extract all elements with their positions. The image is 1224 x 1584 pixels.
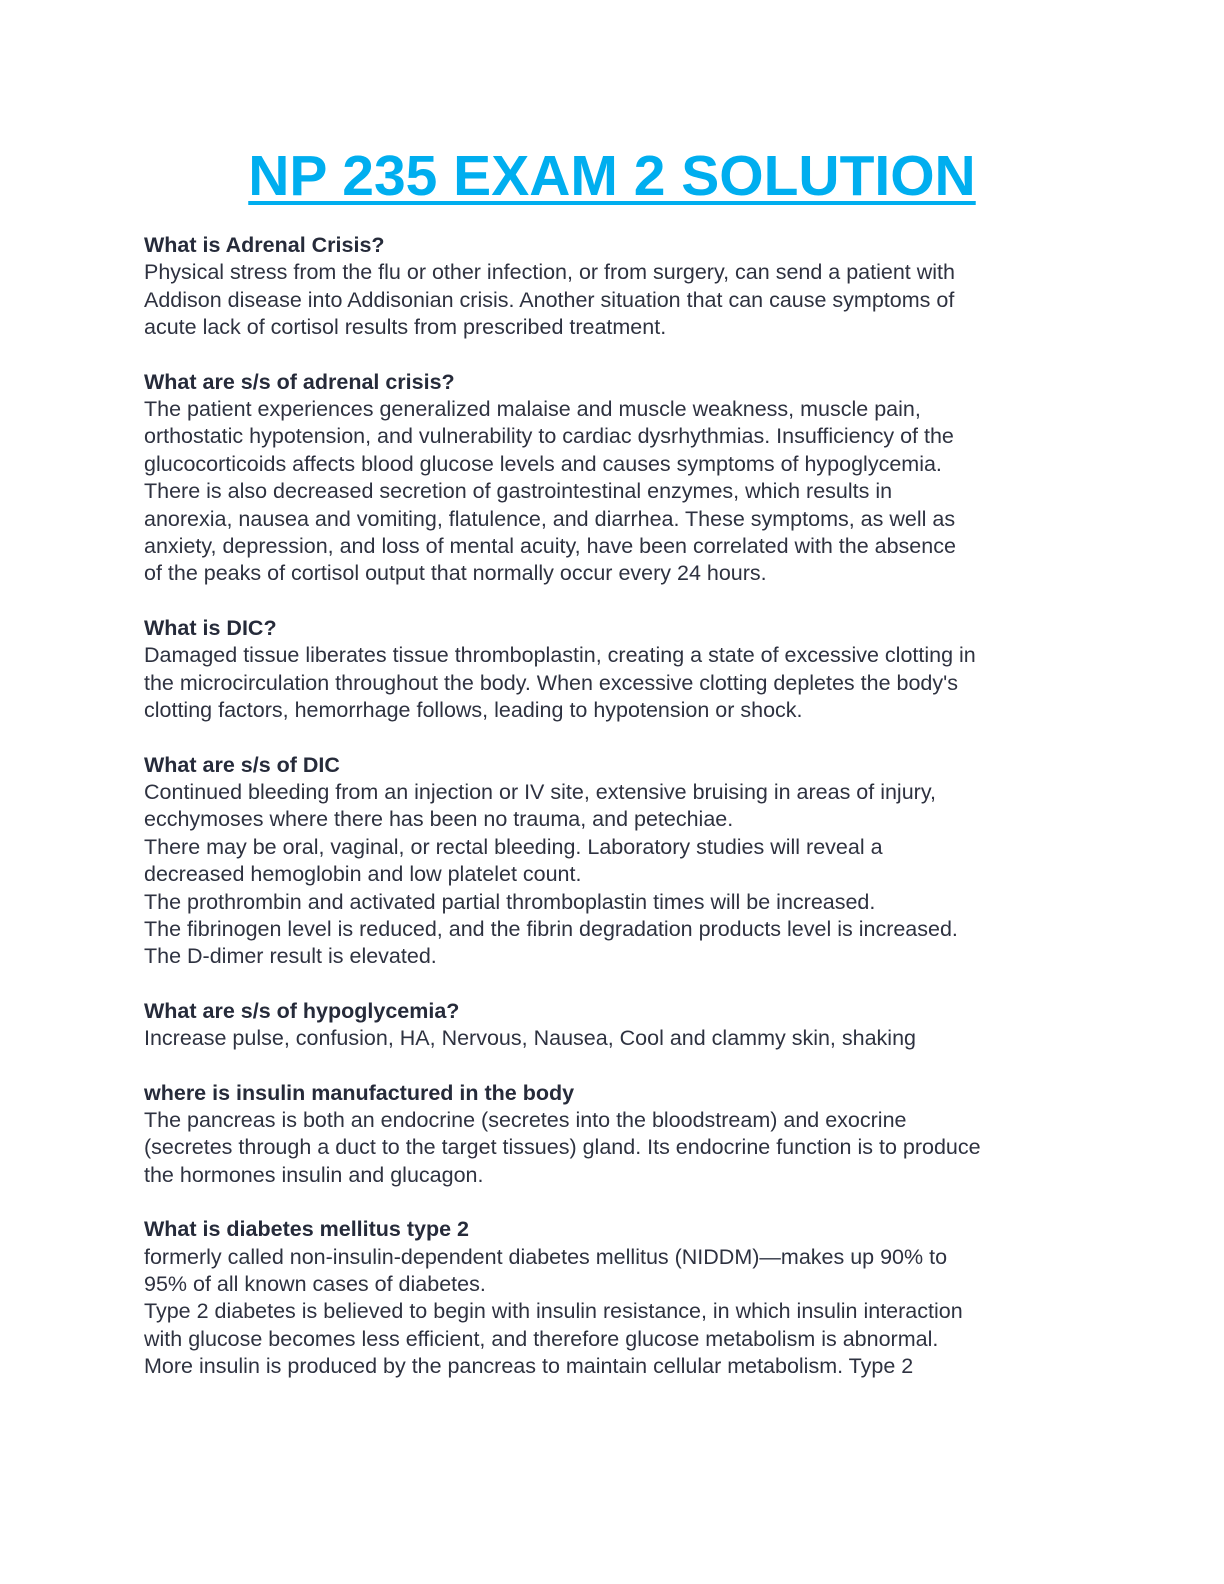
document-body (144, 232, 1084, 1408)
answer-line: of the peaks of cortisol output that normally occur every 24 hours. (144, 561, 767, 586)
answer-line: orthostatic hypotension, and vulnerability to cardiac dysrhythmias. Insufficiency of the (144, 424, 954, 449)
answer-line: There is also decreased secretion of gastrointestinal enzymes, which results in (144, 479, 893, 504)
answer-line: More insulin is produced by the pancreas to maintain cellular metabolism. Type 2 (144, 1354, 914, 1379)
question-heading: What are s/s of hypoglycemia? (144, 998, 460, 1023)
qa-section-adrenal-crisis-symptoms (144, 369, 1084, 588)
answer-line: There may be oral, vaginal, or rectal bleeding. Laboratory studies will reveal a (144, 834, 883, 859)
qa-section-hypoglycemia-symptoms (144, 998, 1084, 1053)
answer-line: The patient experiences generalized malaise and muscle weakness, muscle pain, (144, 397, 921, 422)
qa-section-dic (144, 615, 1084, 725)
answer-line: The D-dimer result is elevated. (144, 944, 437, 969)
answer-line: Damaged tissue liberates tissue thromboplastin, creating a state of excessive clotting in (144, 643, 976, 668)
answer-line: formerly called non-insulin-dependent diabetes mellitus (NIDDM)—makes up 90% to (144, 1244, 948, 1269)
answer-line: (secretes through a duct to the target tissues) gland. Its endocrine function is to produce (144, 1135, 981, 1160)
answer-line: Addison disease into Addisonian crisis. Another situation that can cause symptoms of (144, 287, 955, 312)
qa-section-adrenal-crisis (144, 232, 1084, 342)
question-heading: where is insulin manufactured in the body (144, 1080, 575, 1105)
question-heading: What are s/s of adrenal crisis? (144, 369, 455, 394)
answer-line: Continued bleeding from an injection or IV site, extensive bruising in areas of injury, (144, 779, 936, 804)
answer-line: Type 2 diabetes is believed to begin with insulin resistance, in which insulin interaction (144, 1299, 963, 1324)
question-heading: What are s/s of DIC (144, 752, 340, 777)
answer-line: The prothrombin and activated partial thromboplastin times will be increased. (144, 889, 876, 914)
answer-line: ecchymoses where there has been no trauma, and petechiae. (144, 807, 734, 832)
document-title: NP 235 EXAM 2 SOLUTION (248, 144, 976, 208)
answer-line: 95% of all known cases of diabetes. (144, 1272, 486, 1296)
answer-line: The fibrinogen level is reduced, and the fibrin degradation products level is increased. (144, 916, 958, 941)
answer-line: clotting factors, hemorrhage follows, leading to hypotension or shock. (144, 698, 803, 723)
question-heading: What is DIC? (144, 615, 277, 640)
answer-line: glucocorticoids affects blood glucose levels and causes symptoms of hypoglycemia. (144, 451, 942, 476)
answer-line: Physical stress from the flu or other infection, or from surgery, can send a patient with (144, 260, 955, 285)
answer-line: the microcirculation throughout the body. When excessive clotting depletes the body's (144, 670, 958, 695)
answer-line: acute lack of cortisol results from prescribed treatment. (144, 315, 667, 340)
question-heading: What is diabetes mellitus type 2 (144, 1217, 469, 1242)
answer-line: The pancreas is both an endocrine (secretes into the bloodstream) and exocrine (144, 1107, 907, 1132)
qa-section-insulin-manufacture (144, 1080, 1084, 1190)
answer-line: with glucose becomes less efficient, and therefore glucose metabolism is abnormal. (144, 1326, 939, 1351)
answer-line: Increase pulse, confusion, HA, Nervous, Nausea, Cool and clammy skin, shaking (144, 1026, 916, 1051)
answer-line: the hormones insulin and glucagon. (144, 1162, 484, 1187)
qa-section-diabetes-type-2 (144, 1216, 1084, 1380)
answer-line: decreased hemoglobin and low platelet count. (144, 862, 582, 887)
answer-line: anorexia, nausea and vomiting, flatulence, and diarrhea. These symptoms, as well as (144, 506, 956, 531)
qa-section-dic-symptoms (144, 752, 1084, 971)
question-heading: What is Adrenal Crisis? (144, 233, 385, 257)
answer-line: anxiety, depression, and loss of mental acuity, have been correlated with the absence (144, 534, 956, 559)
